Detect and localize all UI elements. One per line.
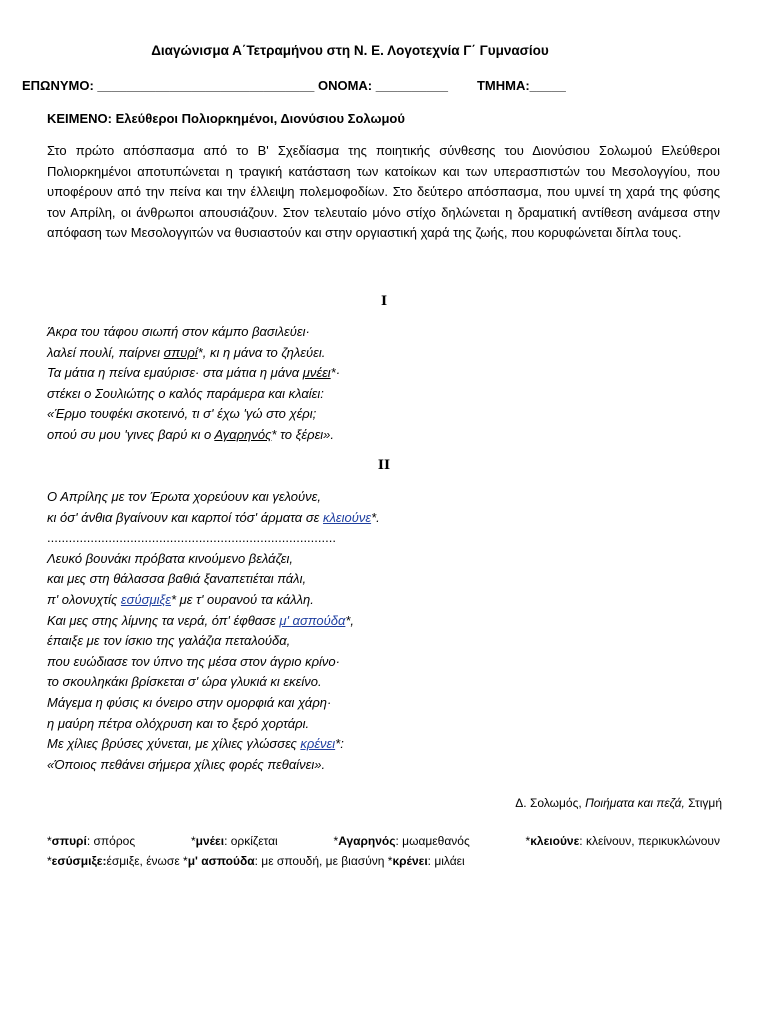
surname-field[interactable]: ΕΠΩΝΥΜΟ: ______________________________	[22, 78, 315, 93]
poem-line: οπού συ μου 'γινες βαρύ κι ο Αγαρηνός* το ξέρει».	[47, 426, 335, 442]
glossary-link[interactable]: κρένει	[300, 736, 336, 752]
poem-line: «Έρμο τουφέκι σκοτεινό, τι σ' έχω 'γώ στο χέρι;	[47, 406, 317, 422]
glossed-word: μνέει	[302, 365, 331, 381]
glossary-row	[47, 851, 720, 871]
poem-line: λαλεί πουλί, παίρνει σπυρί*, κι η μάνα το ζηλεύει.	[47, 344, 326, 360]
poem-line: Και μες στης λίμνης τα νερά, όπ' έφθασε μ' ασπούδα*,	[47, 612, 355, 628]
glossary-entry: *κλειούνε: κλείνουν, περικυκλώνουν	[525, 834, 720, 848]
source-citation	[515, 796, 722, 810]
poem-line: Άκρα του τάφου σιωπή στον κάμπο βασιλεύει·	[47, 324, 310, 339]
name-field[interactable]: ΟΝΟΜΑ: __________	[317, 78, 449, 93]
source-publisher: Στιγμή	[684, 796, 722, 810]
glossed-word: Αγαρηνός	[214, 426, 272, 442]
glossary-link[interactable]: εσύσμιξε	[120, 591, 171, 607]
ellipsis-line: ................................................................................	[47, 530, 336, 546]
glossary-entry: *Αγαρηνός: μωαμεθανός	[333, 834, 470, 848]
glossed-word: σπυρί	[163, 344, 198, 360]
section-numeral-1: I	[380, 294, 388, 309]
poem-line: το σκουληκάκι βρίσκεται σ' ώρα γλυκιά κι εκείνο.	[47, 674, 322, 690]
glossary-entry: *εσύσμιξε:έσμιξε, ένωσε	[47, 854, 184, 868]
poem-line: Μάγεμα η φύσις κι όνειρο στην ομορφιά και χάρη·	[47, 694, 332, 710]
exam-title: Διαγώνισμα Α΄Τετραμήνου στη Ν. Ε. Λογοτεχνία Γ΄ Γυμνασίου	[151, 43, 549, 58]
poem-line: Με χίλιες βρύσες χύνεται, με χίλιες γλώσσες κρένει*:	[47, 736, 344, 752]
glossary-entry: *μ' ασπούδα: με σπουδή, με βιασύνη	[183, 854, 388, 868]
glossary-link[interactable]: μ' ασπούδα	[279, 612, 346, 628]
glossary-link[interactable]: κλειούνε	[322, 509, 372, 525]
poem-line: η μαύρη πέτρα ολόχρυση και το ξερό χορτάρι.	[47, 715, 310, 731]
glossary	[47, 831, 720, 871]
poem-line: που ευώδιασε τον ύπνο της μέσα στον άγριο κρίνο·	[47, 653, 340, 669]
poem-line: και μες στη θάλασσα βαθιά ξαναπετιέται πάλι,	[47, 571, 307, 587]
intro-paragraph: Στο πρώτο απόσπασμα από το Β' Σχεδίασμα της ποιητικής σύνθεσης του Διονύσιου Σολωμού Ελεύθεροι Πολιορκημένοι αποτυπώνεται η τραγική κατάσταση των κατοίκων και των υπερασπιστών του Μεσολογγίου, που υποφέρουν από την πείνα και την έλλειψη πολεμοφοδίων. Στο δεύτερο απόσπασμα, που υμνεί τη χαρά της φύσης τον Απρίλη, οι άνθρωποι απουσιάζουν. Στον τελευταίο μόνο στίχο δηλώνεται η δραματική αντίθεση ανάμεσα στην απόφαση των Μεσολογγιτών να θυσιαστούν και στην οργιαστική χαρά της ζωής, που κορυφώνεται δίπλα τους.	[47, 143, 720, 241]
student-fields	[22, 78, 742, 93]
source-work: Ποιήματα και πεζά,	[585, 796, 685, 810]
glossary-entry: *μνέει: ορκίζεται	[190, 834, 278, 848]
poem-line: π' ολονυχτίς εσύσμιξε* με τ' ουρανού τα κάλλη.	[47, 591, 314, 607]
poem-line: στέκει ο Σουλιώτης ο καλός παράμερα και κλαίει:	[47, 385, 324, 401]
text-heading: ΚΕΙΜΕΝΟ: Ελεύθεροι Πολιορκημένοι, Διονύσιου Σολωμού	[47, 111, 405, 126]
poem-line: Ο Απρίλης με τον Έρωτα χορεύουν και γελούνε,	[47, 489, 321, 504]
glossary-entry: *σπυρί: σπόρος	[47, 834, 136, 848]
poem-section-2	[47, 487, 727, 775]
poem-line: Τα μάτια η πείνα εμαύρισε· στα μάτια η μάνα μνέει*·	[47, 365, 341, 381]
poem-section-1	[47, 322, 727, 446]
glossary-entry: *κρένει: μιλάει	[387, 854, 465, 868]
poem-line: «Όποιος πεθάνει σήμερα χίλιες φορές πεθαίνει».	[47, 756, 326, 772]
poem-line: κι όσ' άνθια βγαίνουν και καρποί τόσ' άρματα σε κλειούνε*.	[47, 509, 380, 525]
poem-line: Λευκό βουνάκι πρόβατα κινούμενο βελάζει,	[47, 550, 294, 566]
class-field[interactable]: ΤΜΗΜΑ:_____	[476, 78, 566, 93]
poem-line: έπαιξε με τον ίσκιο της γαλάζια πεταλούδα,	[47, 633, 291, 649]
glossary-row	[47, 831, 720, 851]
source-author: Δ. Σολωμός,	[515, 796, 586, 810]
section-numeral-2: II	[377, 458, 391, 473]
